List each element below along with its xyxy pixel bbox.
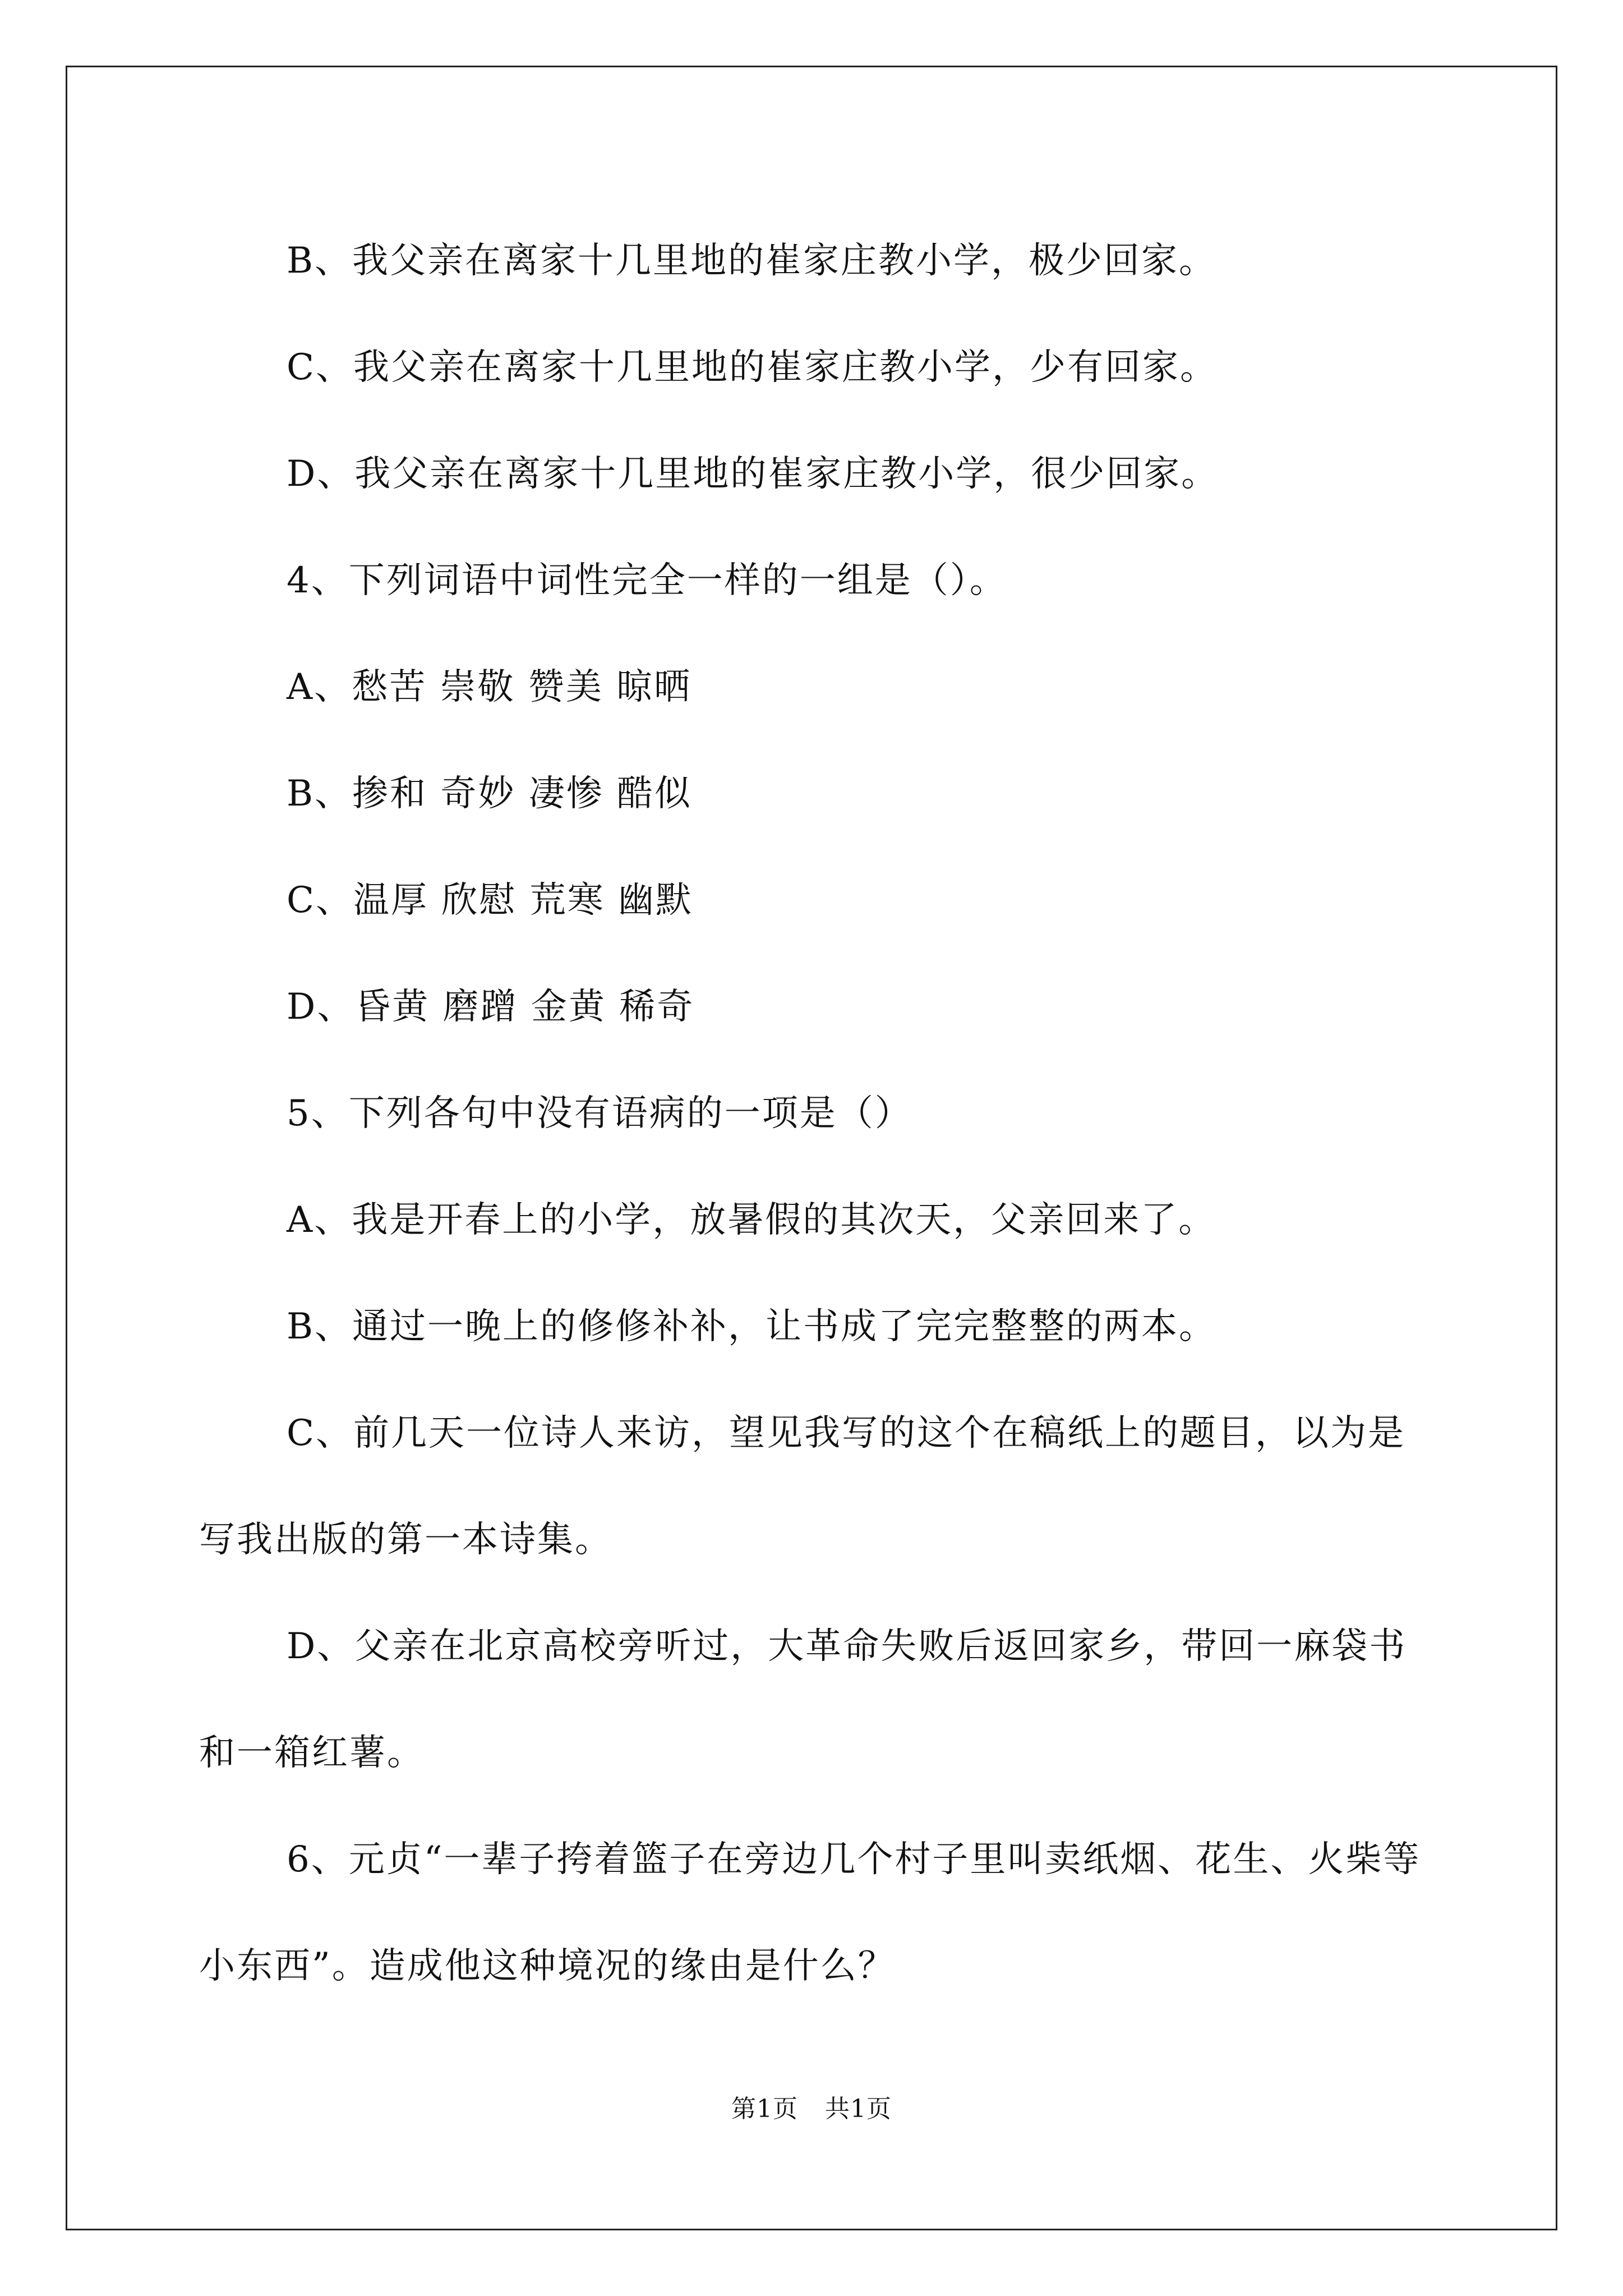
question-4-text: 4、下列词语中词性完全一样的一组是（）。 <box>287 560 1007 601</box>
question-4-option-a: A、愁苦 崇敬 赞美 晾晒 <box>287 666 692 708</box>
question-5-text: 5、下列各句中没有语病的一项是（） <box>287 1093 912 1134</box>
question-5-option-d: D、父亲在北京高校旁听过，大革命失败后返回家乡，带回一麻袋书和一箱红薯。 <box>199 1626 1407 1774</box>
question-4-option-d: D、昏黄 磨蹭 金黄 稀奇 <box>287 986 695 1028</box>
option-b-text: B、我父亲在离家十几里地的崔家庄教小学，极少回家。 <box>287 240 1217 282</box>
question-5-option-a: A、我是开春上的小学，放暑假的其次天，父亲回来了。 <box>287 1199 1216 1241</box>
page-total: 共1页 <box>825 2095 892 2123</box>
question-5-option-b: B、通过一晚上的修修补补，让书成了完完整整的两本。 <box>287 1306 1217 1347</box>
page-footer <box>0 2092 1623 2126</box>
question-5-option-c: C、前几天一位诗人来访，望见我写的这个在稿纸上的题目，以为是写我出版的第一本诗集。 <box>199 1412 1405 1561</box>
document-body <box>199 208 1438 2019</box>
question-4-option-b: B、掺和 奇妙 凄惨 酷似 <box>287 773 693 815</box>
option-c-text: C、我父亲在离家十几里地的崔家庄教小学，少有回家。 <box>287 347 1218 388</box>
question-6-text: 6、元贞“一辈子挎着篮子在旁边几个村子里叫卖纸烟、花生、火柴等小东西”。造成他这种境况的缘由是什么？ <box>199 1839 1421 1987</box>
option-d-text: D、我父亲在离家十几里地的崔家庄教小学，很少回家。 <box>287 453 1219 495</box>
question-4-option-c: C、温厚 欣慰 荒寒 幽默 <box>287 880 693 921</box>
page-number: 第1页 <box>731 2095 798 2123</box>
